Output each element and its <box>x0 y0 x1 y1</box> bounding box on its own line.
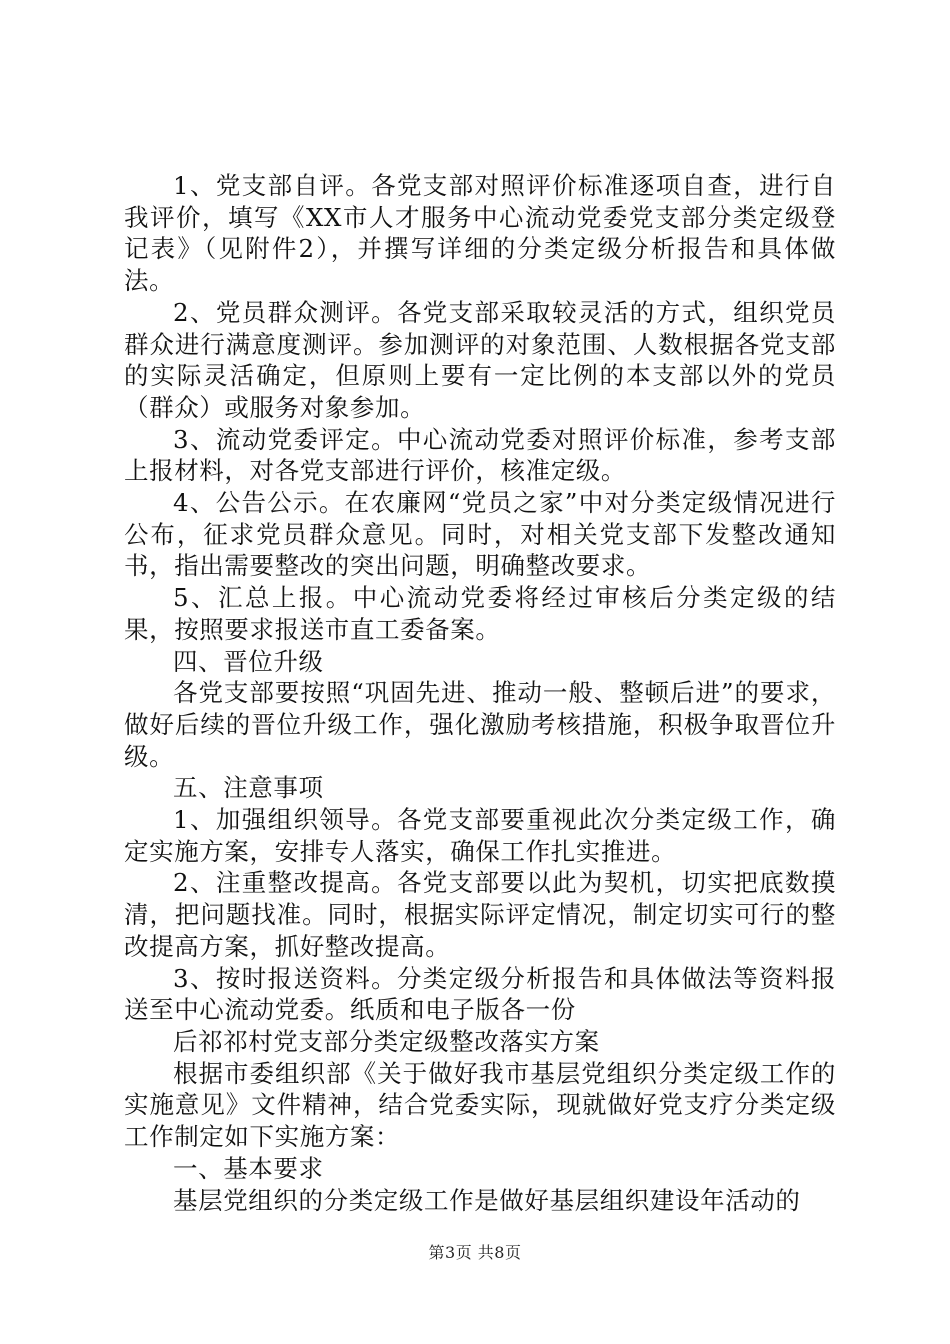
document-body <box>124 170 836 1216</box>
paragraph-step-5: 5、汇总上报。中心流动党委将经过审核后分类定级的结果，按照要求报送市直工委备案。 <box>124 583 836 644</box>
paragraph-note-1: 1、加强组织领导。各党支部要重视此次分类定级工作，确定实施方案，安排专人落实，确保工作扎实推进。 <box>124 805 836 866</box>
section-heading-4: 四、晋位升级 <box>173 646 324 676</box>
paragraph-basic: 基层党组织的分类定级工作是做好基层组织建设年活动的 <box>173 1185 801 1215</box>
paragraph-note-2: 2、注重整改提高。各党支部要以此为契机，切实把底数摸清，把问题找准。同时，根据实际评定情况，制定切实可行的整改提高方案，抓好整改提高。 <box>124 868 836 961</box>
paragraph-intro: 根据市委组织部《关于做好我市基层党组织分类定级工作的实施意见》文件精神，结合党委实际，现就做好党支疗分类定级工作制定如下实施方案： <box>124 1058 836 1152</box>
document-subtitle: 后祁祁村党支部分类定级整改落实方案 <box>173 1026 600 1056</box>
paragraph-step-4: 4、公告公示。在农廉网“党员之家”中对分类定级情况进行公布，征求党员群众意见。同时，对相关党支部下发整改通知书，指出需要整改的突出问题，明确整改要求。 <box>124 488 836 581</box>
paragraph-step-3: 3、流动党委评定。中心流动党委对照评价标准，参考支部上报材料，对各党支部进行评价，核准定级。 <box>124 424 836 486</box>
paragraph-upgrade: 各党支部要按照“巩固先进、推动一般、整顿后进”的要求，做好后续的晋位升级工作，强化激励考核措施，积极争取晋位升级。 <box>124 678 836 771</box>
paragraph-note-3: 3、按时报送资料。分类定级分析报告和具体做法等资料报送至中心流动党委。纸质和电子版各一份 <box>124 963 836 1025</box>
paragraph-step-1: 1、党支部自评。各党支部对照评价标准逐项自查，进行自我评价，填写《XX市人才服务中心流动党委党支部分类定级登记表》（见附件2），并撰写详细的分类定级分析报告和具体做法。 <box>124 171 836 296</box>
page-number-footer: 第3页 共8页 <box>428 1243 522 1262</box>
section-heading-5: 五、注意事项 <box>173 773 324 803</box>
section-heading-1: 一、基本要求 <box>173 1153 324 1183</box>
paragraph-step-2: 2、党员群众测评。各党支部采取较灵活的方式，组织党员群众进行满意度测评。参加测评的对象范围、人数根据各党支部的实际灵活确定，但原则上要有一定比例的本支部以外的党员（群众）或服务对象参加。 <box>124 297 836 422</box>
